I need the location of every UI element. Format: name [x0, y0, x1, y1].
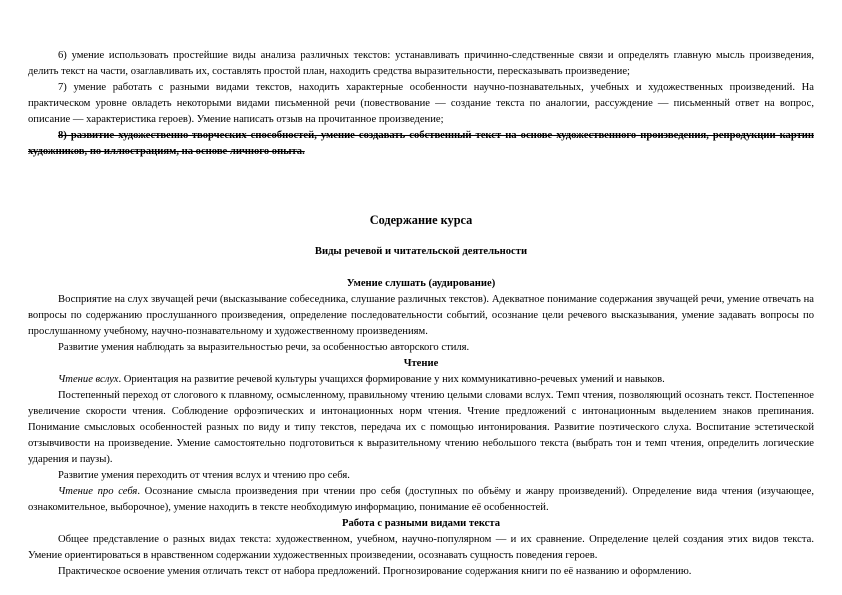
reading-heading: Чтение: [403, 358, 439, 369]
reading-aloud-paragraph: [28, 372, 814, 388]
paragraph-item-8: 8) развитие художественно-творческих способностей, умение создавать собственный текст на основе художественного произведения, репродукции картин художников, по иллюстрациям, на основе личного опыта.: [28, 130, 814, 157]
reading-paragraph-3: Развитие умения переходить от чтения вслух и чтению про себя.: [58, 470, 350, 481]
section-heading: Виды речевой и читательской деятельности: [314, 246, 528, 257]
reading-aloud-text: . Ориентация на развитие речевой культуры учащихся формирование у них коммуникативно-речевых умений и навыков.: [118, 374, 665, 385]
reading-silent-paragraph: [28, 484, 814, 516]
reading-silent-text: . Осознание смысла произведения при чтении про себя (доступных по объёму и жанру произведений). Определение вида чтения (изучающее, ознакомительное, выборочное), умение находить в тексте необходимую информацию, понимание её особенностей.: [28, 486, 814, 513]
spacer: [28, 160, 814, 212]
listening-paragraph-2: Развитие умения наблюдать за выразительностью речи, за особенностью авторского стиля.: [58, 342, 470, 353]
texts-paragraph-2: Практическое освоение умения отличать текст от набора предложений. Прогнозирование содержания книги по её названию и оформлению.: [58, 566, 692, 577]
texts-heading: Работа с разными видами текста: [341, 518, 501, 529]
paragraph-item-7: 7) умение работать с разными видами текстов, находить характерные особенности научно-познавательных, учебных и художественных произведений. На практическом уровне овладеть некоторыми видами письменной речи (повествование — создание текста по аналогии, рассуждение — письменный ответ на вопрос, описание — характеристика героев). Умение написать отзыв на прочитанное произведение;: [28, 82, 814, 125]
listening-paragraph-1: Восприятие на слух звучащей речи (высказывание собеседника, слушание различных текстов). Адекватное понимание содержания звучащей речи, умение отвечать на вопросы по содержанию прослушанного произведения, определение последовательности событий, осознание цели речевого высказывания, умение задавать вопросы по прослушанному учебному, научно-познавательному и художественному произведениям.: [28, 294, 814, 337]
reading-silent-term: Чтение про себя: [58, 486, 138, 497]
reading-paragraph-2: Постепенный переход от слогового к плавному, осмысленному, правильному чтению целыми словами вслух. Темп чтения, позволяющий осознать текст. Постепенное увеличение скорости чтения. Соблюдение орфоэпических и интонационных норм чтения. Чтение предложений с интонационным выделением знаков препинания. Понимание смысловых особенностей разных по виду и типу текстов, передача их с помощью интонирования. Развитие поэтического слуха. Воспитание эстетической отзывчивости на произведение. Умение самостоятельно подготовиться к выразительному чтению небольшого текста (выбрать тон и темп чтения, определить логические ударения и паузы).: [28, 390, 814, 465]
texts-paragraph-1: Общее представление о разных видах текста: художественном, учебном, научно-популярном — и их сравнение. Определение целей создания этих видов текста. Умение ориентироваться в нравственном содержании художественных произведении, осознавать сущность поведения героев.: [28, 534, 814, 561]
course-title: Содержание курса: [369, 213, 473, 227]
paragraph-item-6: 6) умение использовать простейшие виды анализа различных текстов: устанавливать причинно-следственные связи и определять главную мысль произведения, делить текст на части, озаглавливать их, составлять простой план, находить средства выразительности, пересказывать произведение;: [28, 50, 814, 77]
reading-aloud-term: Чтение вслух: [58, 374, 119, 385]
listening-heading: Умение слушать (аудирование): [346, 278, 496, 289]
